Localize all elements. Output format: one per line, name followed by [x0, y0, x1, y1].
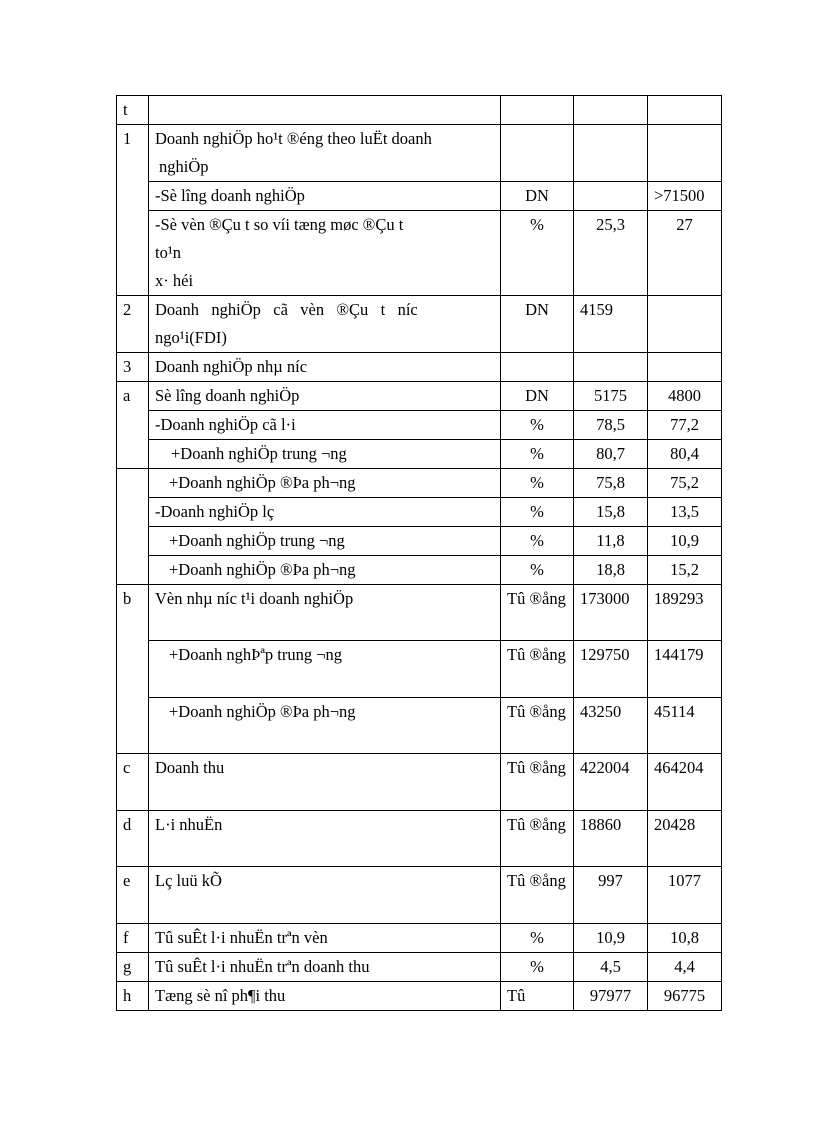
row-id: g	[117, 953, 149, 982]
table-row	[117, 953, 722, 982]
row-id	[117, 641, 149, 698]
row-id: e	[117, 867, 149, 924]
table-row	[117, 211, 722, 296]
row-id	[117, 440, 149, 469]
row-id	[117, 498, 149, 527]
row-label: +Doanh nghiÖp ®Þa ph¬ng	[149, 698, 501, 754]
table-row	[117, 556, 722, 585]
row-unit	[501, 353, 574, 382]
row-label: +Doanh nghiÖp trung ¬ng	[149, 527, 501, 556]
row-value-1: 78,5	[574, 411, 648, 440]
row-value-2	[648, 296, 722, 353]
row-label: Tû suÊt l·i nhuËn trªn vèn	[149, 924, 501, 953]
row-value-1: 97977	[574, 982, 648, 1011]
table-row	[117, 411, 722, 440]
row-id: h	[117, 982, 149, 1011]
row-unit: DN	[501, 382, 574, 411]
row-label-line: -Sè vèn ®Çu t so víi tæng møc ®Çu t	[155, 215, 404, 234]
table-row	[117, 353, 722, 382]
table-row	[117, 811, 722, 867]
row-unit: Tû ®ång	[501, 754, 574, 811]
header-cell-v1	[574, 96, 648, 125]
row-value-1	[574, 182, 648, 211]
row-value-2: 13,5	[648, 498, 722, 527]
row-value-2	[648, 125, 722, 182]
row-value-2: 15,2	[648, 556, 722, 585]
row-label: Tæng sè nî ph¶i thu	[149, 982, 501, 1011]
stt-header: t	[117, 96, 149, 125]
row-value-2: 45114	[648, 698, 722, 754]
row-label: +Doanh nghÞªp trung ¬ng	[149, 641, 501, 698]
row-unit: DN	[501, 296, 574, 353]
row-id: 2	[117, 296, 149, 353]
row-label: +Doanh nghiÖp ®Þa ph¬ng	[149, 556, 501, 585]
header-cell-v2	[648, 96, 722, 125]
row-value-2: 77,2	[648, 411, 722, 440]
row-id: 3	[117, 353, 149, 382]
table-row	[117, 924, 722, 953]
row-value-1: 422004	[574, 754, 648, 811]
row-value-2: 189293	[648, 585, 722, 641]
row-value-1: 11,8	[574, 527, 648, 556]
row-value-2: 144179	[648, 641, 722, 698]
row-value-1	[574, 125, 648, 182]
row-label-line: to¹n	[155, 243, 182, 262]
row-unit: Tû ®ång	[501, 641, 574, 698]
table-row	[117, 698, 722, 754]
row-unit: %	[501, 924, 574, 953]
row-value-1: 4,5	[574, 953, 648, 982]
statistics-table	[116, 95, 722, 1011]
row-value-1: 997	[574, 867, 648, 924]
row-label: Doanh thu	[149, 754, 501, 811]
row-value-2: 464204	[648, 754, 722, 811]
row-label	[149, 211, 501, 296]
row-id	[117, 411, 149, 440]
row-value-1: 75,8	[574, 469, 648, 498]
row-value-2: 96775	[648, 982, 722, 1011]
row-value-1: 10,9	[574, 924, 648, 953]
row-value-1: 129750	[574, 641, 648, 698]
row-value-1: 15,8	[574, 498, 648, 527]
row-id: a	[117, 382, 149, 411]
row-label: Tû suÊt l·i nhuËn trªn doanh thu	[149, 953, 501, 982]
row-unit: Tû ®ång	[501, 585, 574, 641]
table-header-row	[117, 96, 722, 125]
row-value-2: 1077	[648, 867, 722, 924]
row-label-line: ngo¹i(FDI)	[155, 328, 227, 347]
row-id: b	[117, 585, 149, 641]
row-label: +Doanh nghiÖp ®Þa ph¬ng	[149, 469, 501, 498]
row-id: c	[117, 754, 149, 811]
row-label-line: x· héi	[155, 271, 194, 290]
row-id: 1	[117, 125, 149, 182]
row-value-2: 27	[648, 211, 722, 296]
table-row	[117, 867, 722, 924]
row-label: Vèn nhµ níc t¹i doanh nghiÖp	[149, 585, 501, 641]
row-unit: %	[501, 411, 574, 440]
row-value-1: 4159	[574, 296, 648, 353]
row-label-line: nghiÖp	[159, 157, 209, 176]
row-label: +Doanh nghiÖp trung ¬ng	[149, 440, 501, 469]
row-value-2: 4,4	[648, 953, 722, 982]
row-value-2: 75,2	[648, 469, 722, 498]
row-id	[117, 527, 149, 556]
row-value-1: 80,7	[574, 440, 648, 469]
table-row	[117, 125, 722, 182]
row-id	[117, 556, 149, 585]
row-value-2: 10,9	[648, 527, 722, 556]
row-value-2: 10,8	[648, 924, 722, 953]
row-unit: %	[501, 440, 574, 469]
table-row	[117, 982, 722, 1011]
table-row	[117, 754, 722, 811]
row-value-1	[574, 353, 648, 382]
row-label-line: Doanh nghiÖp cã vèn ®Çu t níc	[155, 300, 418, 319]
row-unit: %	[501, 953, 574, 982]
row-value-2: 20428	[648, 811, 722, 867]
table-row	[117, 641, 722, 698]
table-row	[117, 382, 722, 411]
table-row	[117, 182, 722, 211]
row-unit: %	[501, 498, 574, 527]
row-value-2: 4800	[648, 382, 722, 411]
row-label	[149, 296, 501, 353]
row-unit: Tû ®ång	[501, 698, 574, 754]
table-row	[117, 585, 722, 641]
row-id	[117, 469, 149, 498]
row-value-1: 18,8	[574, 556, 648, 585]
row-unit: Tû	[501, 982, 574, 1011]
row-value-1: 5175	[574, 382, 648, 411]
row-value-2: 80,4	[648, 440, 722, 469]
row-id: d	[117, 811, 149, 867]
row-value-1: 18860	[574, 811, 648, 867]
row-label: -Sè lîng doanh nghiÖp	[149, 182, 501, 211]
row-label-line: Doanh nghiÖp ho¹t ®éng theo luËt doanh	[155, 129, 432, 148]
row-value-2: >71500	[648, 182, 722, 211]
row-value-1: 173000	[574, 585, 648, 641]
table-row	[117, 440, 722, 469]
table-row	[117, 296, 722, 353]
row-unit	[501, 125, 574, 182]
row-value-2	[648, 353, 722, 382]
row-unit: %	[501, 469, 574, 498]
row-label: Lç luü kÕ	[149, 867, 501, 924]
row-label: -Doanh nghiÖp cã l·i	[149, 411, 501, 440]
row-unit: %	[501, 211, 574, 296]
row-label: L·i nhuËn	[149, 811, 501, 867]
row-label	[149, 125, 501, 182]
row-value-1: 43250	[574, 698, 648, 754]
row-id	[117, 182, 149, 211]
row-unit: %	[501, 527, 574, 556]
row-id	[117, 698, 149, 754]
row-value-1: 25,3	[574, 211, 648, 296]
row-unit: %	[501, 556, 574, 585]
table-row	[117, 469, 722, 498]
table-row	[117, 498, 722, 527]
row-label: -Doanh nghiÖp lç	[149, 498, 501, 527]
header-cell-label	[149, 96, 501, 125]
table-row	[117, 527, 722, 556]
row-id	[117, 211, 149, 296]
row-unit: DN	[501, 182, 574, 211]
row-id: f	[117, 924, 149, 953]
row-unit: Tû ®ång	[501, 811, 574, 867]
header-cell-unit	[501, 96, 574, 125]
row-unit: Tû ®ång	[501, 867, 574, 924]
row-label: Doanh nghiÖp nhµ níc	[149, 353, 501, 382]
row-label: Sè lîng doanh nghiÖp	[149, 382, 501, 411]
